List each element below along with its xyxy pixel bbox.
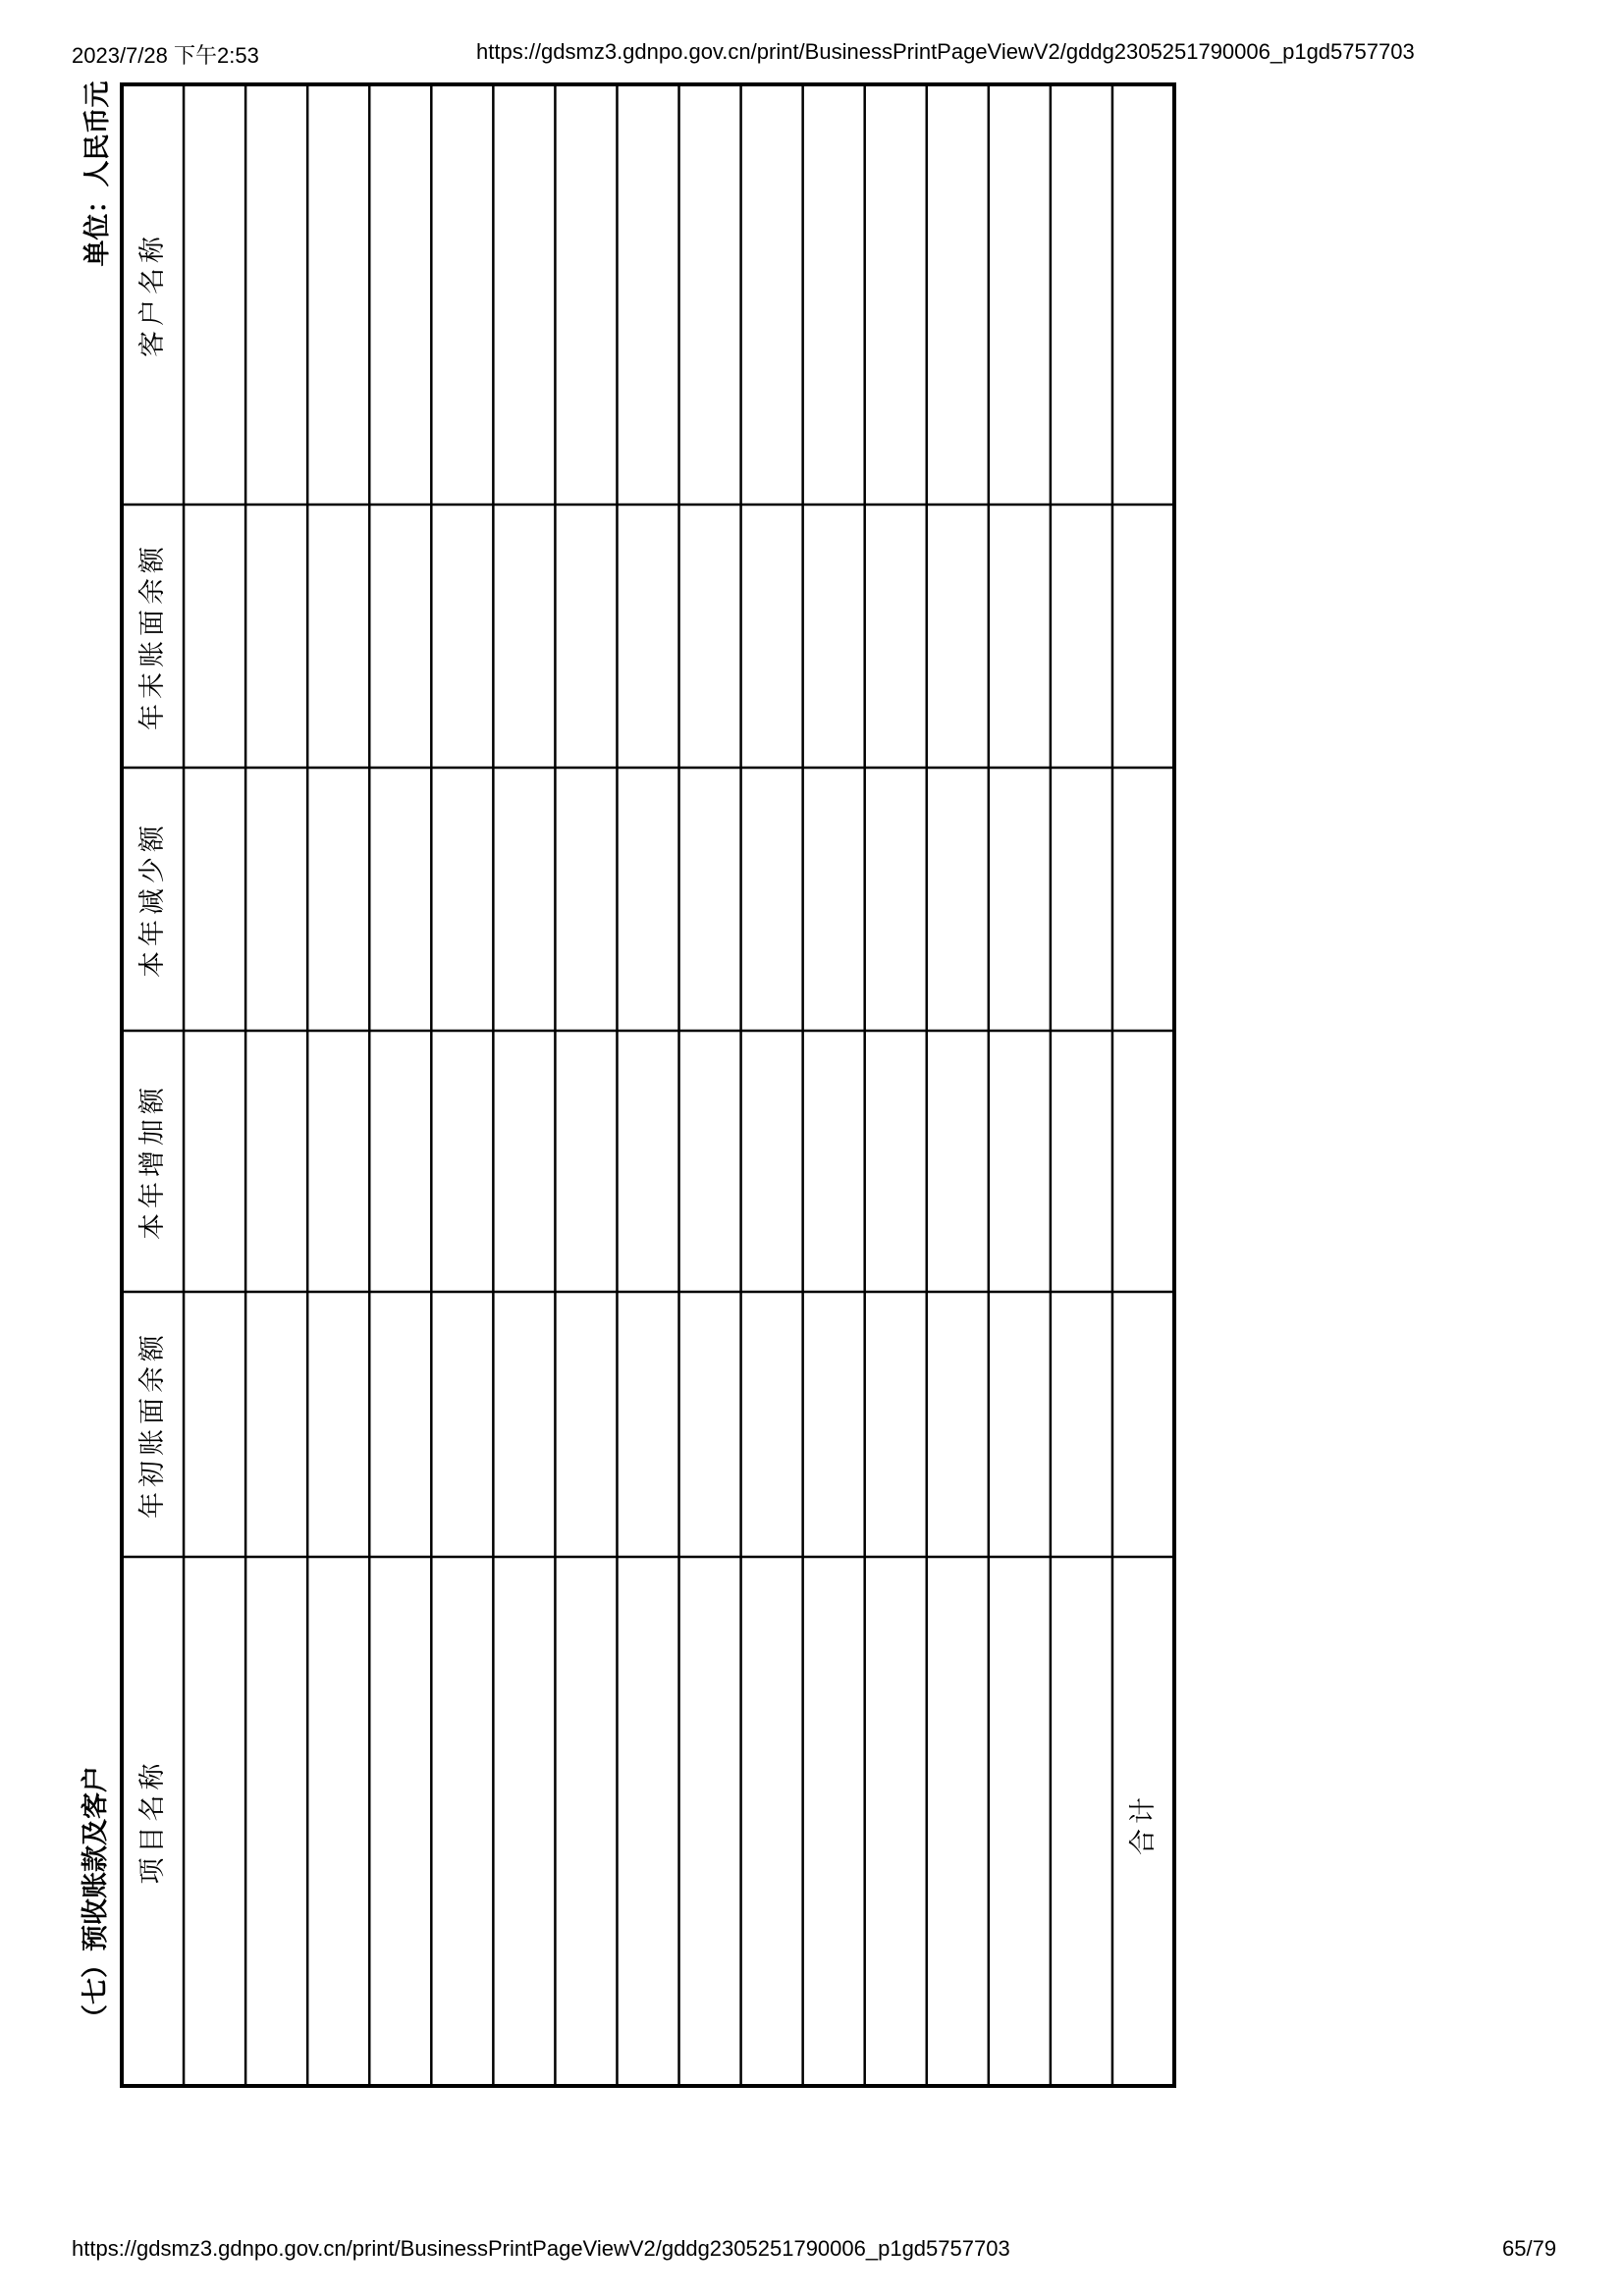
page-number: 65/79 [1502, 2236, 1557, 2261]
section-title: （七）预收账款及客户 [81, 1766, 111, 2031]
col-header-opening-balance: 年初账面余额 [137, 1330, 169, 1519]
col-header-increase: 本年增加额 [137, 1083, 169, 1240]
col-header-item-name: 项目名称 [137, 1758, 169, 1885]
print-header-url: https://gdsmz3.gdnpo.gov.cn/print/BusinessPrintPageViewV2/gddg2305251790006_p1gd5757703 [476, 39, 1415, 64]
col-header-decrease: 本年减少额 [137, 821, 169, 978]
total-row-label: 合计 [1127, 1792, 1159, 1855]
print-footer-url: https://gdsmz3.gdnpo.gov.cn/print/BusinessPrintPageViewV2/gddg2305251790006_p1gd5757703 [72, 2236, 1010, 2261]
table-border [122, 84, 1174, 2086]
print-datetime: 2023/7/28 下午2:53 [72, 43, 259, 68]
unit-label: 单位：人民币元 [82, 80, 113, 267]
col-header-customer-name: 客户名称 [137, 232, 169, 357]
col-header-closing-balance: 年末账面余额 [137, 542, 169, 730]
